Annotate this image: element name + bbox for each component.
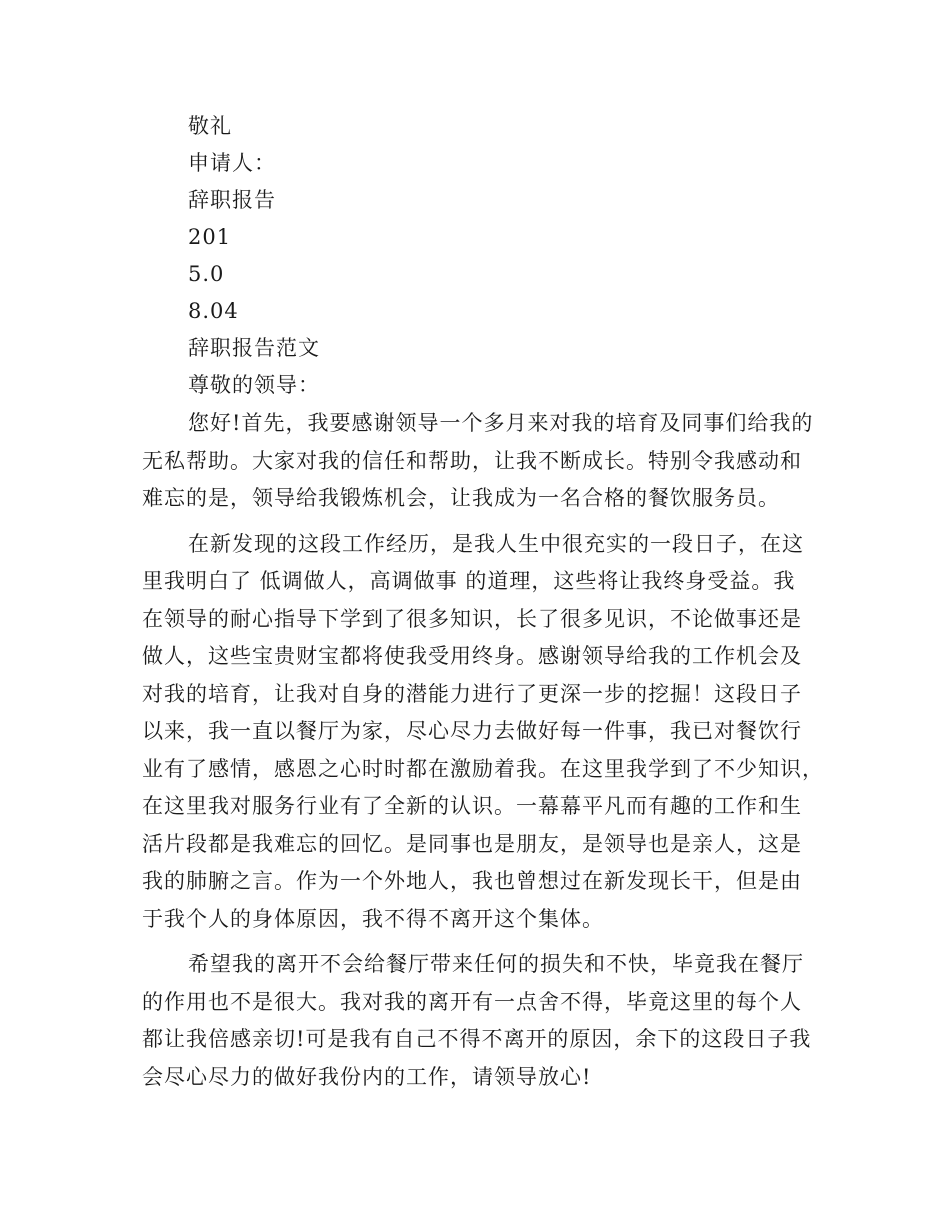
paragraph-line: 无私帮助。大家对我的信任和帮助，让我不断成长。特别令我感动和 xyxy=(142,448,802,473)
paragraph-line: 在新发现的这段工作经历，是我人生中很充实的一段日子，在这 xyxy=(188,531,804,556)
paragraph-line: 里我明白了 低调做人，高调做事 的道理，这些将让我终身受益。我 xyxy=(142,569,796,593)
letter-body xyxy=(142,405,824,1096)
paragraph-line: 的作用也不是很大。我对我的离开有一点舍不得，毕竟这里的每个人 xyxy=(142,989,802,1014)
paragraph-line: 对我的培育，让我对自身的潜能力进行了更深一步的挖掘！这段日子 xyxy=(142,681,802,706)
date-fragment-month: 5.0 xyxy=(188,262,225,286)
applicant-label: 申请人： xyxy=(188,151,276,175)
paragraph-line: 难忘的是，领导给我锻炼机会，让我成为一名合格的餐饮服务员。 xyxy=(142,486,780,510)
paragraph-line: 业有了感情，感恩之心时时都在激励着我。在这里我学到了不少知识， xyxy=(142,756,824,781)
paragraph-line: 于我个人的身体原因，我不得不离开这个集体。 xyxy=(142,906,604,931)
paragraph-2 xyxy=(142,526,824,939)
paragraph-line: 在领导的耐心指导下学到了很多知识，长了很多见识，不论做事还是 xyxy=(142,606,802,631)
greeting: 尊敬的领导： xyxy=(188,373,320,397)
closing-salutation: 敬礼 xyxy=(188,114,232,138)
paragraph-line: 希望我的离开不会给餐厅带来任何的损失和不快，毕竟我在餐厅 xyxy=(188,952,804,976)
paragraph-line: 以来，我一直以餐厅为家，尽心尽力去做好每一件事，我已对餐饮行 xyxy=(142,719,802,743)
paragraph-line: 您好!首先，我要感谢领导一个多月来对我的培育及同事们给我的 xyxy=(188,411,814,435)
paragraph-line: 会尽心尽力的做好我份内的工作，请领导放心! xyxy=(142,1064,592,1089)
paragraph-line: 做人，这些宝贵财宝都将使我受用终身。感谢领导给我的工作机会及 xyxy=(142,644,802,668)
paragraph-line: 在这里我对服务行业有了全新的认识。一幕幕平凡而有趣的工作和生 xyxy=(142,794,802,818)
paragraph-line: 活片段都是我难忘的回忆。是同事也是朋友，是领导也是亲人，这是 xyxy=(142,831,802,856)
paragraph-line: 都让我倍感亲切!可是我有自己不得不离开的原因，余下的这段日子我 xyxy=(142,1027,812,1051)
letter-header xyxy=(188,108,788,404)
paragraph-1 xyxy=(142,405,814,518)
paragraph-line: 我的肺腑之言。作为一个外地人，我也曾想过在新发现长干，但是由 xyxy=(142,869,802,893)
report-title: 辞职报告 xyxy=(188,188,276,212)
paragraph-3 xyxy=(142,946,810,1096)
date-fragment-day: 8.04 xyxy=(188,299,239,323)
date-fragment-year: 201 xyxy=(188,225,232,249)
sample-title: 辞职报告范文 xyxy=(188,336,320,360)
